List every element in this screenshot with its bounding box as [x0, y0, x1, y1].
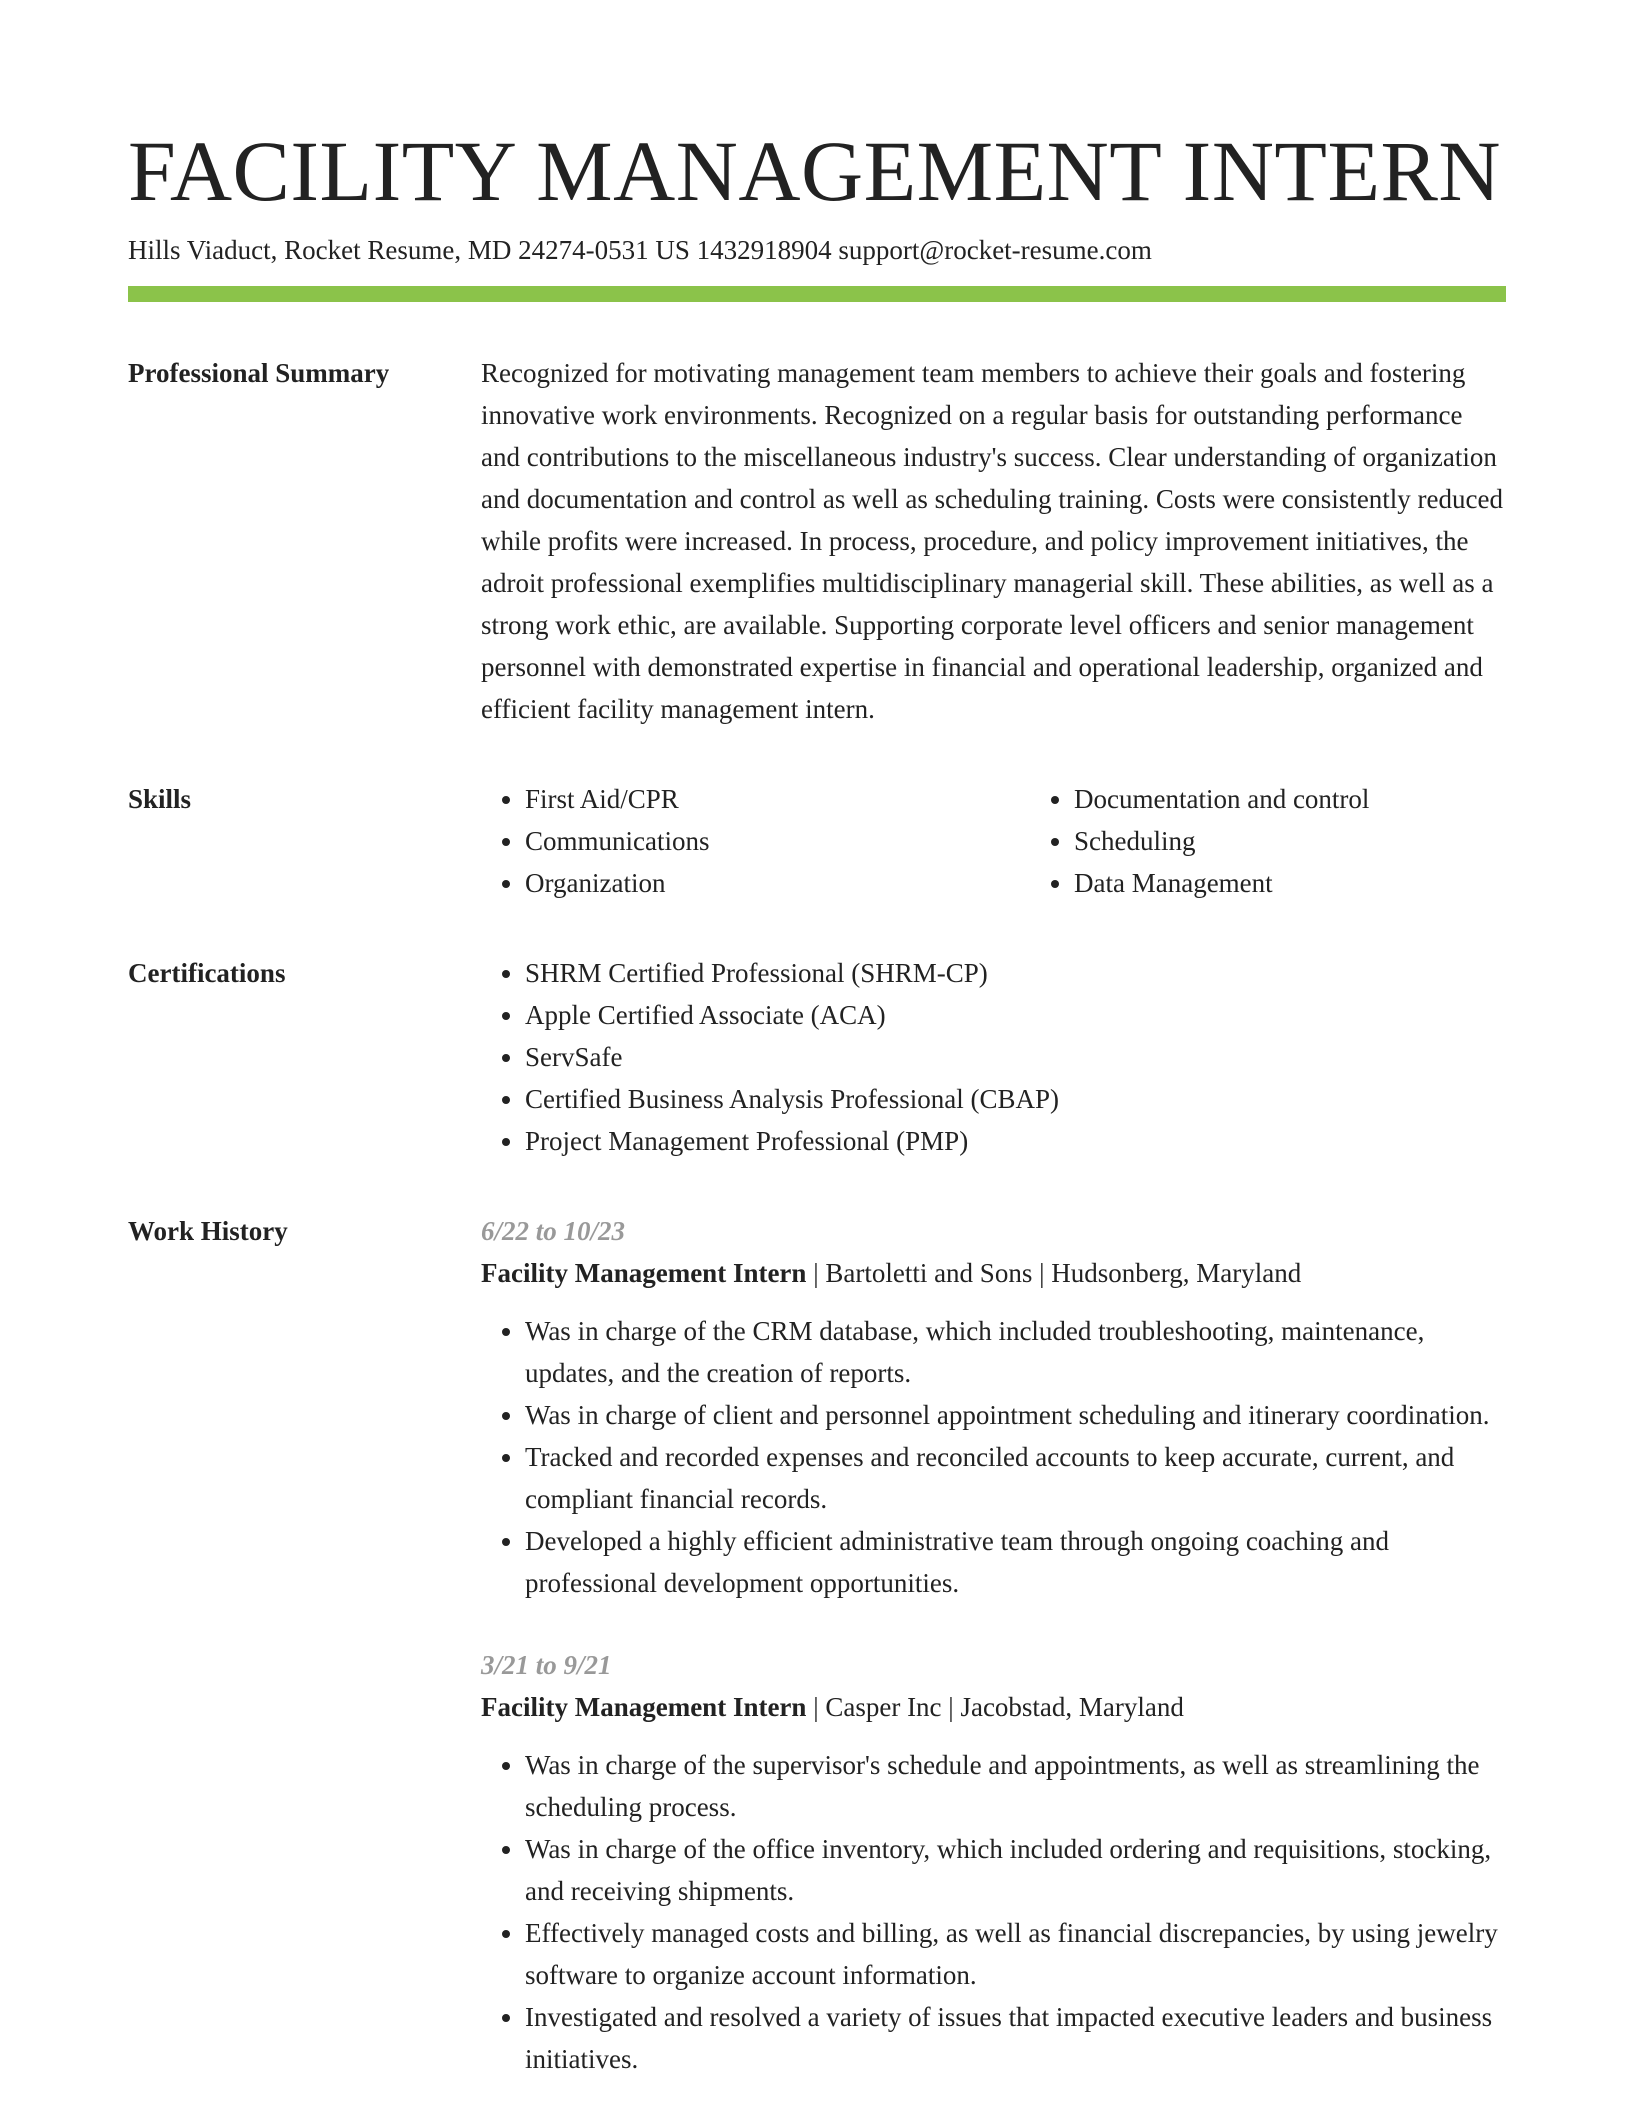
job-bullet: • Was in charge of the supervisor's schedule and appointments, as well as streamlining the scheduling process.: [525, 1744, 1506, 1828]
skill-item: • Communications: [525, 820, 1030, 862]
job-title-line: [481, 1252, 1506, 1294]
contact-address: Hills Viaduct, Rocket Resume, MD 24274-0531 US: [128, 235, 690, 265]
certification-item: • Certified Business Analysis Professional (CBAP): [525, 1078, 1506, 1120]
summary-label: Professional Summary: [128, 358, 390, 388]
job-bullet: • Effectively managed costs and billing, as well as financial discrepancies, by using jewelry software to organize account information.: [525, 1912, 1506, 1996]
skills-list-column-1: [481, 778, 1030, 904]
contact-line: [128, 232, 1506, 268]
separator: [806, 1258, 825, 1288]
job-entry: [481, 1644, 1506, 2080]
job-bullet: • Investigated and resolved a variety of issues that impacted executive leaders and business initiatives.: [525, 1996, 1506, 2080]
contact-email[interactable]: support@rocket-resume.com: [838, 235, 1152, 265]
certification-item: • ServSafe: [525, 1036, 1506, 1078]
skills-section: [128, 778, 1506, 904]
certifications-list: [481, 952, 1506, 1162]
certifications-section: [128, 952, 1506, 1162]
job-bullets: [481, 1310, 1506, 1604]
skills-list-column-2: [1030, 778, 1579, 904]
certification-item: • Project Management Professional (PMP): [525, 1120, 1506, 1162]
job-location: Hudsonberg, Maryland: [1051, 1258, 1302, 1288]
separator: [806, 1692, 825, 1722]
job-bullet: • Was in charge of the CRM database, which included troubleshooting, maintenance, updates, and the creation of reports.: [525, 1310, 1506, 1394]
certification-item: • Apple Certified Associate (ACA): [525, 994, 1506, 1036]
skill-item: • Documentation and control: [1074, 778, 1579, 820]
certifications-label: Certifications: [128, 958, 286, 988]
job-company: Bartoletti and Sons: [825, 1258, 1033, 1288]
skills-label: Skills: [128, 784, 192, 814]
resume-page: [128, 0, 1506, 2080]
job-company: Casper Inc: [825, 1692, 942, 1722]
job-bullet: • Tracked and recorded expenses and reconciled accounts to keep accurate, current, and compliant financial records.: [525, 1436, 1506, 1520]
job-dates: 3/21 to 9/21: [481, 1650, 612, 1680]
contact-phone: 1432918904: [696, 235, 832, 265]
skill-item: • Data Management: [1074, 862, 1579, 904]
work-history-label: Work History: [128, 1216, 288, 1246]
resume-name-heading: FACILITY MANAGEMENT INTERN: [128, 123, 1501, 219]
separator: [942, 1692, 961, 1722]
job-bullet: • Developed a highly efficient administrative team through ongoing coaching and professional development opportunities.: [525, 1520, 1506, 1604]
skill-item: • Organization: [525, 862, 1030, 904]
work-history-section: [128, 1210, 1506, 2080]
skill-item: • Scheduling: [1074, 820, 1579, 862]
job-title: Facility Management Intern: [481, 1258, 807, 1288]
job-bullets: [481, 1744, 1506, 2080]
summary-text: Recognized for motivating management team members to achieve their goals and fostering innovative work environments. Recognized on a regular basis for outstanding performance and contributions to the miscellaneous industry's success. Clear understanding of organization and documentation and control as well as scheduling training. Costs were consistently reduced while profits were increased. In process, procedure, and policy improvement initiatives, the adroit professional exemplifies multidisciplinary managerial skill. These abilities, as well as a strong work ethic, are available. Supporting corporate level officers and senior management personnel with demonstrated expertise in financial and operational leadership, organized and efficient facility management intern.: [481, 358, 1503, 724]
job-entry: [481, 1210, 1506, 1604]
job-bullet: • Was in charge of client and personnel appointment scheduling and itinerary coordination.: [525, 1394, 1506, 1436]
job-dates: 6/22 to 10/23: [481, 1216, 626, 1246]
job-title-line: [481, 1686, 1506, 1728]
job-location: Jacobstad, Maryland: [960, 1692, 1184, 1722]
job-bullet: • Was in charge of the office inventory, which included ordering and requisitions, stocking, and receiving shipments.: [525, 1828, 1506, 1912]
skill-item: • First Aid/CPR: [525, 778, 1030, 820]
job-title: Facility Management Intern: [481, 1692, 807, 1722]
certification-item: • SHRM Certified Professional (SHRM-CP): [525, 952, 1506, 994]
header-divider: [128, 286, 1506, 302]
separator: [1032, 1258, 1051, 1288]
summary-section: [128, 352, 1506, 730]
